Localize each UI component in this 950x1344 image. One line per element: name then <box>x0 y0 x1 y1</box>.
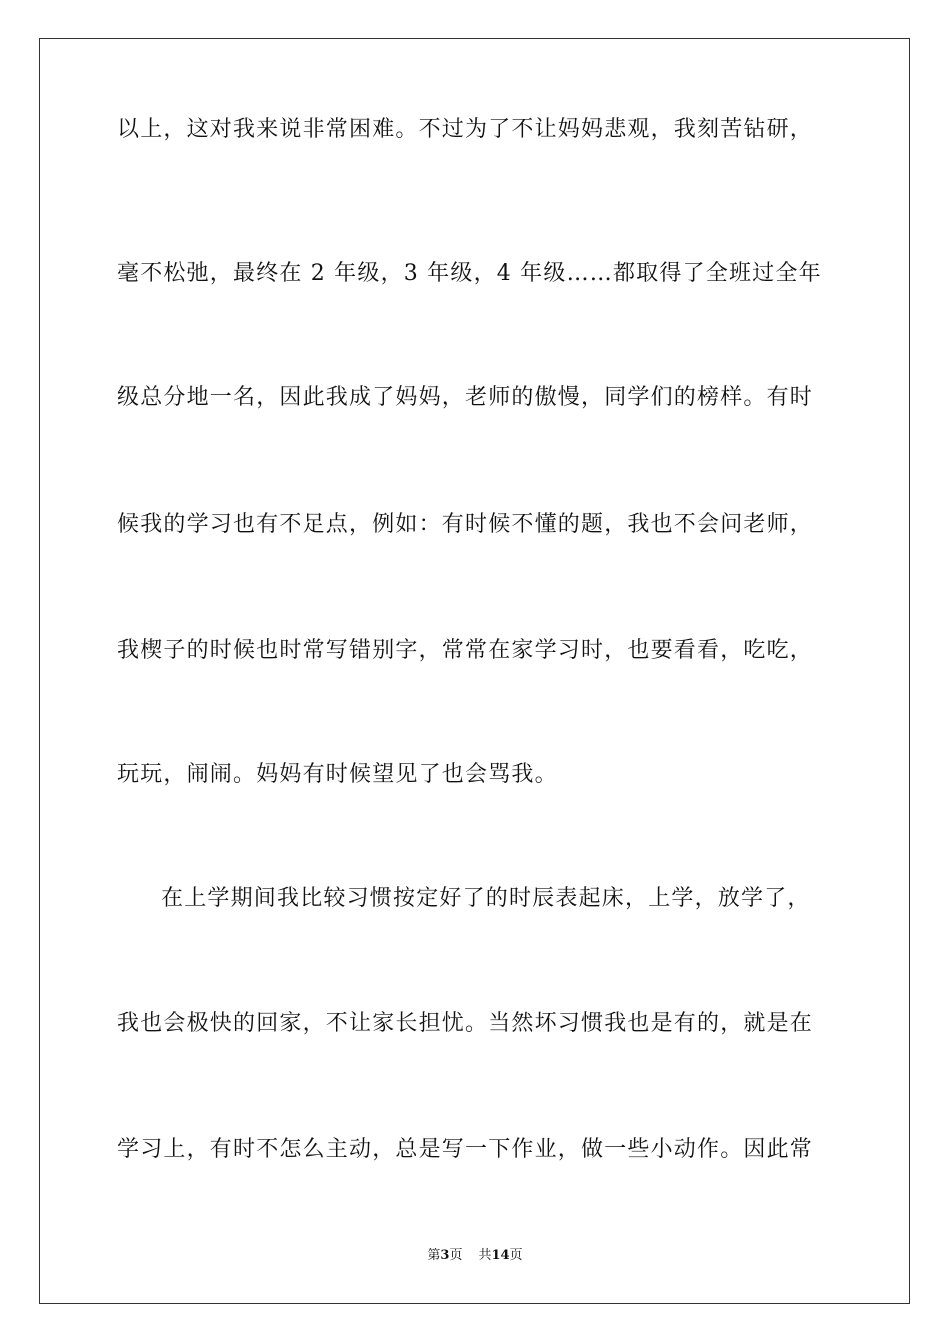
paragraph-line-4: 候我的学习也有不足点，例如：有时候不懂的题，我也不会问老师， <box>117 512 814 537</box>
footer-page-suffix: 页 <box>449 1248 463 1263</box>
footer-page-total: 14 <box>491 1248 510 1263</box>
paragraph-line-1: 以上，这对我来说非常困难。不过为了不让妈妈悲观，我刻苦钻研， <box>117 117 814 142</box>
paragraph-line-8: 我也会极快的回家，不让家长担忧。当然坏习惯我也是有的，就是在 <box>117 1011 814 1036</box>
page-border <box>39 38 910 1304</box>
paragraph-line-5: 我楔子的时候也时常写错别字，常常在家学习时，也要看看，吃吃， <box>117 638 814 663</box>
paragraph-line-7: 在上学期间我比较习惯按定好了的时辰表起床，上学，放学了， <box>161 886 811 911</box>
page-footer <box>0 1247 950 1265</box>
paragraph-line-2: 毫不松弛，最终在 2 年级，3 年级，4 年级……都取得了全班过全年 <box>117 261 822 286</box>
paragraph-line-3: 级总分地一名，因此我成了妈妈，老师的傲慢，同学们的榜样。有时 <box>117 385 814 410</box>
footer-page-current: 3 <box>440 1248 450 1263</box>
footer-total-suffix: 页 <box>509 1248 523 1263</box>
paragraph-line-9: 学习上，有时不怎么主动，总是写一下作业，做一些小动作。因此常 <box>117 1137 814 1162</box>
footer-total-prefix: 共 <box>478 1248 492 1263</box>
paragraph-line-6: 玩玩，闹闹。妈妈有时候望见了也会骂我。 <box>117 762 558 787</box>
footer-page-prefix: 第 <box>427 1248 441 1263</box>
